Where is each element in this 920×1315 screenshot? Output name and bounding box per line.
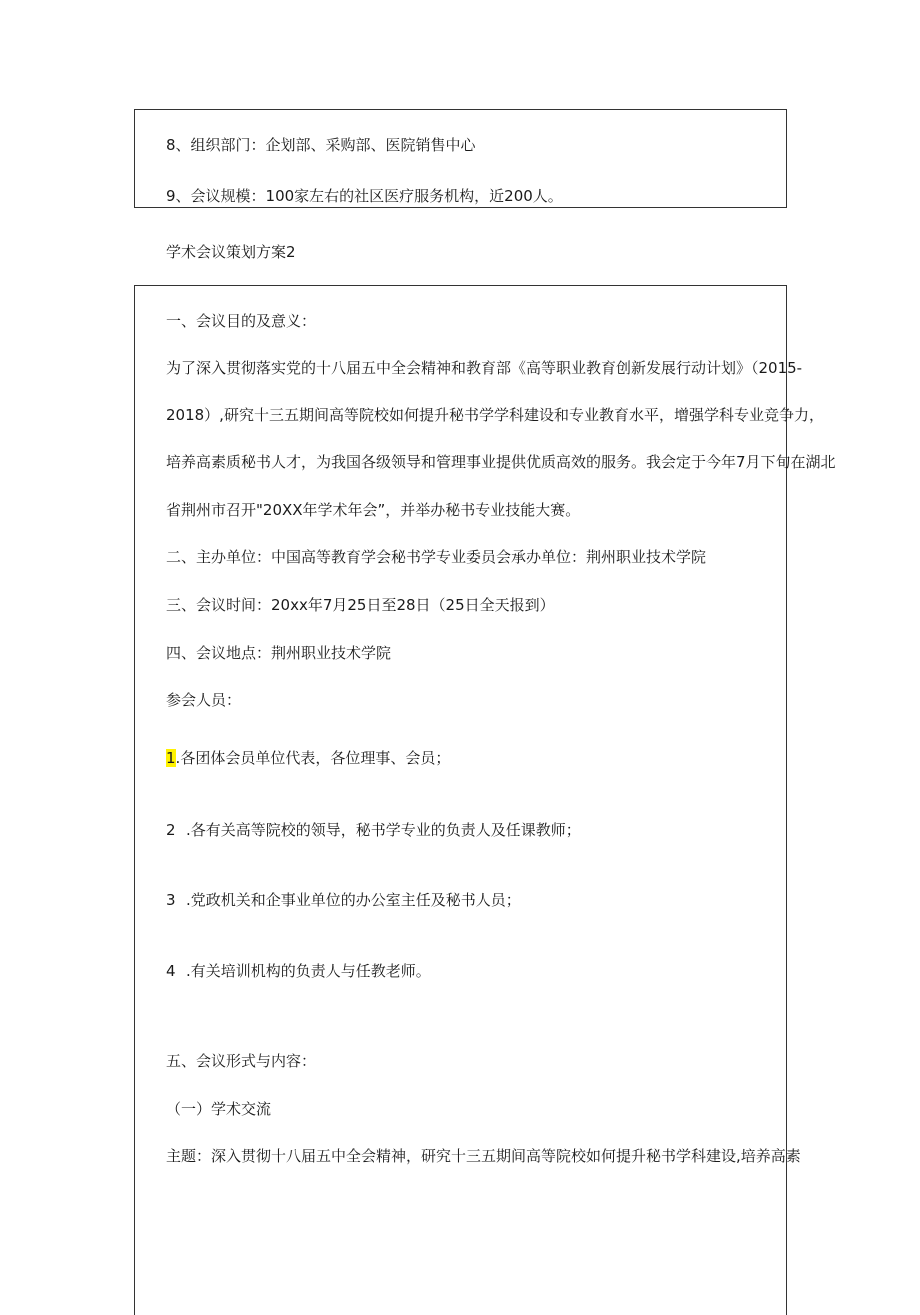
list-item xyxy=(166,890,521,910)
item-meeting-scale: 9、会议规模：100家左右的社区医疗服务机构，近200人。 xyxy=(166,187,563,205)
list-item-number: 4 xyxy=(166,962,176,980)
purpose-heading: 一、会议目的及意义： xyxy=(166,312,317,330)
list-item xyxy=(166,748,450,768)
format-heading: 五、会议形式与内容： xyxy=(166,1052,317,1070)
list-item xyxy=(166,820,581,840)
theme-line: 主题：深入贯彻十八届五中全会精神，研究十三五期间高等院校如何提升秘书学科建设,培养高素 xyxy=(166,1147,801,1165)
list-item-number: 3 xyxy=(166,891,176,909)
purpose-line: 为了深入贯彻落实党的十八届五中全会精神和教育部《高等职业教育创新发展行动计划》（2015- xyxy=(166,359,803,377)
list-item-text: .有关培训机构的负责人与任教老师。 xyxy=(186,962,431,980)
attendees-heading: 参会人员： xyxy=(166,691,242,709)
list-item xyxy=(166,961,431,981)
list-item-text: .各团体会员单位代表，各位理事、会员； xyxy=(175,749,451,767)
list-item-number: 1 xyxy=(166,749,176,767)
meeting-time: 三、会议时间：20xx年7月25日至28日（25日全天报到） xyxy=(166,596,555,614)
purpose-line: 省荆州市召开"20XX年学术年会”，并举办秘书专业技能大赛。 xyxy=(166,501,581,519)
meeting-venue: 四、会议地点：荆州职业技术学院 xyxy=(166,644,392,662)
purpose-line: 2018）,研究十三五期间高等院校如何提升秘书学学科建设和专业教育水平，增强学科专业竞争力， xyxy=(166,406,824,424)
list-item-text: .各有关高等院校的领导，秘书学专业的负责人及任课教师； xyxy=(186,821,581,839)
item-organizing-departments: 8、组织部门：企划部、采购部、医院销售中心 xyxy=(166,136,476,154)
list-item-number: 2 xyxy=(166,821,176,839)
purpose-line: 培养高素质秘书人才，为我国各级领导和管理事业提供优质高效的服务。我会定于今年7月下旬在湖北 xyxy=(166,453,836,471)
host-unit: 二、主办单位：中国高等教育学会秘书学专业委员会承办单位：荆州职业技术学院 xyxy=(166,548,707,566)
sub-heading: （一）学术交流 xyxy=(166,1100,272,1118)
list-item-text: .党政机关和企事业单位的办公室主任及秘书人员； xyxy=(186,891,521,909)
document-title: 学术会议策划方案2 xyxy=(166,243,296,261)
